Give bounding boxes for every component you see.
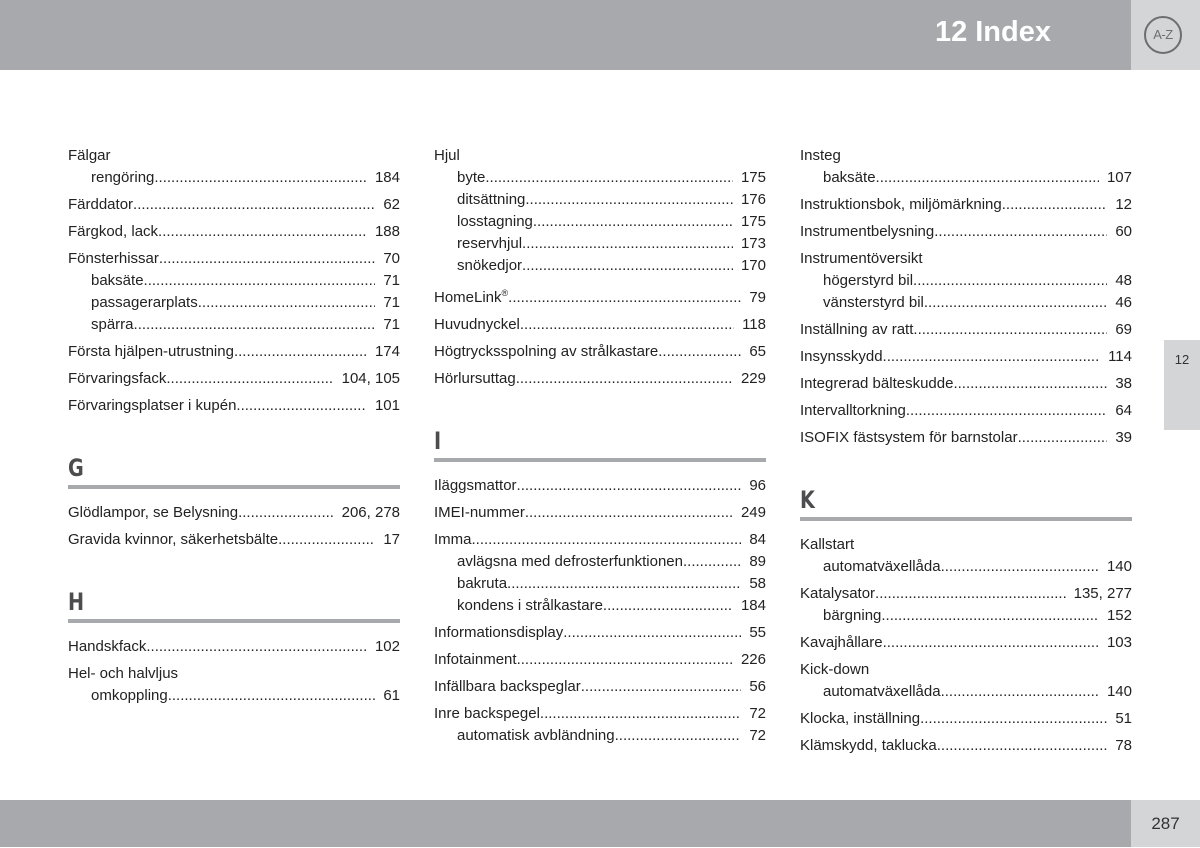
dot-leader	[198, 292, 376, 314]
page-reference[interactable]: 206, 278	[341, 504, 400, 521]
page-reference[interactable]: 65	[749, 343, 766, 360]
page-reference[interactable]: 101	[374, 397, 400, 414]
index-term: Förvaringsfack	[68, 370, 167, 387]
page-reference[interactable]: 170	[740, 257, 766, 274]
index-term: byte	[457, 169, 486, 186]
page-reference[interactable]: 173	[740, 235, 766, 252]
page-reference[interactable]: 188	[374, 223, 400, 240]
index-entry-heading[interactable]	[68, 368, 400, 390]
page-reference[interactable]: 104, 105	[341, 370, 400, 387]
index-entry-list	[800, 145, 1132, 449]
index-entry-heading[interactable]	[800, 400, 1132, 422]
page-reference[interactable]: 249	[740, 504, 766, 521]
index-entry	[434, 502, 766, 524]
index-entry	[68, 145, 400, 189]
index-term: Klämskydd, taklucka	[800, 737, 937, 754]
dot-leader	[941, 556, 1099, 578]
index-term: Huvudnyckel	[434, 316, 520, 333]
index-term: Katalysator	[800, 585, 876, 602]
dot-leader	[533, 211, 733, 233]
dot-leader	[236, 395, 367, 417]
index-entry-heading[interactable]	[434, 282, 766, 309]
index-entry-heading[interactable]	[800, 248, 1132, 270]
index-entry-heading[interactable]	[434, 475, 766, 497]
page-reference[interactable]: 71	[383, 316, 400, 333]
index-term: Hjul	[434, 147, 460, 164]
index-term: Färgkod, lack	[68, 223, 159, 240]
index-entry	[434, 649, 766, 671]
section-letter-heading: H	[68, 588, 85, 616]
index-entry	[68, 194, 400, 216]
header-band	[0, 0, 1131, 70]
section-spacer	[68, 551, 400, 589]
index-term: Kick-down	[800, 661, 870, 678]
index-entry-heading[interactable]	[434, 341, 766, 363]
dot-leader	[881, 605, 1099, 627]
index-term: Inre backspegel	[434, 705, 540, 722]
dot-leader	[516, 368, 733, 390]
section-letter-heading: K	[800, 486, 815, 514]
index-entry	[800, 583, 1132, 627]
dot-leader	[603, 595, 733, 617]
page-reference[interactable]: 175	[740, 169, 766, 186]
index-entry	[800, 319, 1132, 341]
page-reference[interactable]: 46	[1115, 294, 1132, 311]
section-rule	[68, 485, 400, 489]
index-entry	[68, 341, 400, 363]
index-term: bakruta	[457, 575, 508, 592]
index-term: Färddator	[68, 196, 134, 213]
index-term: Imma	[434, 531, 472, 548]
index-entry-heading[interactable]	[434, 622, 766, 644]
index-entry-heading[interactable]	[68, 221, 400, 243]
index-term: IMEI-nummer	[434, 504, 525, 521]
dot-leader	[920, 708, 1107, 730]
section-rule	[68, 619, 400, 623]
index-entry-heading[interactable]	[68, 529, 400, 551]
page-reference[interactable]: 70	[383, 250, 400, 267]
dot-leader	[937, 735, 1108, 757]
index-term: passagerarplats	[91, 294, 198, 311]
index-subentry[interactable]	[800, 681, 1132, 703]
dot-leader	[924, 292, 1107, 314]
index-subentry[interactable]	[434, 233, 766, 255]
index-subentry[interactable]	[434, 211, 766, 233]
dot-leader	[906, 400, 1107, 422]
index-term: Fönsterhissar	[68, 250, 159, 267]
index-subentry[interactable]	[68, 314, 400, 336]
index-term-wrap	[434, 282, 508, 309]
index-term: Kallstart	[800, 536, 855, 553]
index-entry	[800, 373, 1132, 395]
dot-leader	[517, 475, 742, 497]
page-reference[interactable]: 71	[383, 294, 400, 311]
index-entry-heading[interactable]	[800, 319, 1132, 341]
page-reference[interactable]: 226	[740, 651, 766, 668]
page-reference[interactable]: 96	[749, 477, 766, 494]
index-term: Förvaringsplatser i kupén	[68, 397, 237, 414]
dot-leader	[658, 341, 741, 363]
index-subentry[interactable]	[800, 292, 1132, 314]
dot-leader	[278, 529, 375, 551]
index-entry-heading[interactable]	[68, 341, 400, 363]
index-entry	[434, 676, 766, 698]
index-entry	[68, 221, 400, 243]
index-subentry[interactable]	[434, 167, 766, 189]
page-reference[interactable]: 175	[740, 213, 766, 230]
index-term: Första hjälpen-utrustning	[68, 343, 234, 360]
index-entry-list	[68, 636, 400, 707]
dot-leader	[563, 622, 741, 644]
index-term: Hel- och halvljus	[68, 665, 179, 682]
index-entry-heading[interactable]	[800, 534, 1132, 556]
index-entry-heading[interactable]	[800, 632, 1132, 654]
index-entry	[68, 529, 400, 551]
index-term: Instrumentöversikt	[800, 250, 923, 267]
dot-leader	[953, 373, 1107, 395]
index-subentry[interactable]	[68, 167, 400, 189]
index-term: Integrerad bälteskudde	[800, 375, 954, 392]
index-term: Instruktionsbok, miljömärkning	[800, 196, 1002, 213]
index-entry-heading[interactable]	[800, 145, 1132, 167]
index-entry-heading[interactable]	[800, 194, 1132, 216]
index-subentry[interactable]	[800, 556, 1132, 578]
dot-leader	[522, 233, 733, 255]
dot-leader	[913, 319, 1107, 341]
index-term: ditsättning	[457, 191, 526, 208]
footer-band	[0, 800, 1131, 847]
index-term: spärra	[91, 316, 134, 333]
page-reference[interactable]: 38	[1115, 375, 1132, 392]
index-entry-list	[800, 534, 1132, 757]
page-reference[interactable]: 64	[1115, 402, 1132, 419]
dot-leader	[146, 636, 367, 658]
dot-leader	[683, 551, 741, 573]
index-subentry[interactable]	[434, 595, 766, 617]
index-entry	[800, 427, 1132, 449]
index-term: Kavajhållare	[800, 634, 883, 651]
dot-leader	[485, 167, 733, 189]
index-entry-heading[interactable]	[434, 676, 766, 698]
dot-leader	[875, 583, 1066, 605]
index-entry	[68, 368, 400, 390]
index-subentry[interactable]	[68, 292, 400, 314]
index-term: Infotainment	[434, 651, 517, 668]
index-entry-heading[interactable]	[434, 368, 766, 390]
index-entry-heading[interactable]	[800, 373, 1132, 395]
index-subentry[interactable]	[800, 167, 1132, 189]
dot-leader	[159, 248, 375, 270]
page-reference[interactable]: 60	[1115, 223, 1132, 240]
index-entry-heading[interactable]	[800, 583, 1132, 605]
index-term: Infällbara backspeglar	[434, 678, 581, 695]
page-reference[interactable]: 89	[749, 553, 766, 570]
dot-leader	[144, 270, 376, 292]
index-term: baksäte	[91, 272, 144, 289]
index-entry	[800, 708, 1132, 730]
dot-leader	[581, 676, 742, 698]
index-subentry[interactable]	[434, 725, 766, 747]
index-entry-heading[interactable]	[800, 427, 1132, 449]
index-entry-list	[68, 502, 400, 551]
index-entry	[434, 341, 766, 363]
page-reference[interactable]: 114	[1108, 348, 1132, 365]
index-entry-heading[interactable]	[68, 395, 400, 417]
index-entry	[68, 395, 400, 417]
index-term: Glödlampor, se Belysning	[68, 504, 239, 521]
page-reference[interactable]: 118	[742, 316, 766, 333]
index-term: omkoppling	[91, 687, 168, 704]
dot-leader	[1002, 194, 1108, 216]
section-letter-heading: G	[68, 454, 84, 482]
index-entry-heading[interactable]	[800, 346, 1132, 368]
page-reference[interactable]: 152	[1106, 607, 1132, 624]
page-reference[interactable]: 55	[749, 624, 766, 641]
index-term: vänsterstyrd bil	[823, 294, 924, 311]
index-entry-heading[interactable]	[434, 145, 766, 167]
section-spacer	[800, 449, 1132, 487]
page-reference[interactable]: 72	[749, 705, 766, 722]
index-entry	[800, 221, 1132, 243]
section-spacer	[68, 417, 400, 455]
index-term: Informationsdisplay	[434, 624, 564, 641]
index-entry	[68, 502, 400, 524]
index-entry-heading[interactable]	[68, 636, 400, 658]
index-term: Intervalltorkning	[800, 402, 906, 419]
page-reference[interactable]: 79	[749, 289, 766, 306]
index-entry-heading[interactable]	[800, 708, 1132, 730]
index-term: Iläggsmattor	[434, 477, 517, 494]
index-entry-heading[interactable]	[800, 735, 1132, 757]
page-reference[interactable]: 102	[374, 638, 400, 655]
section-letter-heading: I	[434, 427, 442, 455]
page-reference[interactable]: 12	[1115, 196, 1132, 213]
index-entry	[800, 248, 1132, 314]
dot-leader	[507, 573, 741, 595]
chapter-title: 12 Index	[934, 16, 1051, 48]
index-term: Inställning av ratt	[800, 321, 914, 338]
page-reference[interactable]: 48	[1115, 272, 1132, 289]
index-subentry[interactable]	[68, 685, 400, 707]
index-entry	[434, 282, 766, 309]
dot-leader	[525, 189, 733, 211]
page-reference[interactable]: 184	[740, 597, 766, 614]
dot-leader	[540, 703, 741, 725]
index-term: reservhjul	[457, 235, 523, 252]
page-reference[interactable]: 71	[383, 272, 400, 289]
page-reference[interactable]: 39	[1115, 429, 1132, 446]
index-entry-heading[interactable]	[434, 502, 766, 524]
index-entry-heading[interactable]	[68, 145, 400, 167]
dot-leader	[133, 194, 375, 216]
page-reference[interactable]: 140	[1106, 558, 1132, 575]
index-column-2	[434, 145, 766, 747]
page-number: 287	[1131, 800, 1200, 847]
index-entry	[800, 534, 1132, 578]
dot-leader	[876, 167, 1099, 189]
index-subentry[interactable]	[68, 270, 400, 292]
dot-leader	[472, 529, 742, 551]
index-term: Gravida kvinnor, säkerhetsbälte	[68, 531, 279, 548]
index-entry	[800, 735, 1132, 757]
index-entry-heading[interactable]	[434, 649, 766, 671]
index-term: Högtrycksspolning av strålkastare	[434, 343, 659, 360]
page-reference[interactable]: 229	[740, 370, 766, 387]
a-z-icon: A-Z	[1144, 16, 1182, 54]
index-entry	[800, 346, 1132, 368]
index-entry-heading[interactable]	[434, 529, 766, 551]
page-reference[interactable]: 107	[1106, 169, 1132, 186]
page-reference[interactable]: 135, 277	[1073, 585, 1132, 602]
dot-leader	[522, 255, 733, 277]
index-subentry[interactable]	[434, 255, 766, 277]
index-term: Klocka, inställning	[800, 710, 921, 727]
page-reference[interactable]: 78	[1115, 737, 1132, 754]
dot-leader	[913, 270, 1107, 292]
index-entry	[434, 703, 766, 747]
index-entry-heading[interactable]	[434, 703, 766, 725]
index-term: bärgning	[823, 607, 882, 624]
index-entry	[434, 314, 766, 336]
dot-leader	[134, 314, 376, 336]
chapter-side-tab[interactable]: 12	[1164, 340, 1200, 430]
index-term: ISOFIX fästsystem för barnstolar	[800, 429, 1018, 446]
index-term: högerstyrd bil	[823, 272, 914, 289]
page-reference[interactable]: 61	[383, 687, 400, 704]
section-rule	[800, 517, 1132, 521]
index-entry-heading[interactable]	[68, 502, 400, 524]
dot-leader	[234, 341, 367, 363]
dot-leader	[615, 725, 742, 747]
index-entry	[68, 248, 400, 336]
index-entry-heading[interactable]	[800, 221, 1132, 243]
index-term: rengöring	[91, 169, 155, 186]
section-rule	[434, 458, 766, 462]
index-term: HomeLink	[434, 289, 502, 306]
index-subentry[interactable]	[800, 605, 1132, 627]
index-term: automatväxellåda	[823, 683, 941, 700]
page-reference[interactable]: 56	[749, 678, 766, 695]
index-subentry[interactable]	[434, 551, 766, 573]
page-reference[interactable]: 17	[383, 531, 400, 548]
page-reference[interactable]: 69	[1115, 321, 1132, 338]
index-subentry[interactable]	[434, 573, 766, 595]
index-term: avlägsna med defrosterfunktionen	[457, 553, 683, 570]
index-column-3	[800, 145, 1132, 757]
index-entry	[434, 622, 766, 644]
index-entry	[434, 475, 766, 497]
index-entry	[68, 636, 400, 658]
index-term: Fälgar	[68, 147, 111, 164]
trademark-mark: ®	[501, 288, 509, 298]
index-term: Insynsskydd	[800, 348, 883, 365]
dot-leader	[168, 685, 376, 707]
index-entry-heading[interactable]	[800, 659, 1132, 681]
index-term: Handskfack	[68, 638, 147, 655]
index-term: losstagning	[457, 213, 533, 230]
dot-leader	[158, 221, 367, 243]
index-term: Insteg	[800, 147, 841, 164]
dot-leader	[525, 502, 733, 524]
index-term: automatväxellåda	[823, 558, 941, 575]
index-subentry[interactable]	[434, 189, 766, 211]
dot-leader	[166, 368, 333, 390]
dot-leader	[520, 314, 734, 336]
index-entry	[800, 194, 1132, 216]
index-entry	[800, 400, 1132, 422]
index-term: Instrumentbelysning	[800, 223, 935, 240]
index-entry	[434, 368, 766, 390]
index-entry-heading[interactable]	[434, 314, 766, 336]
az-icon-box	[1131, 0, 1200, 70]
page-reference[interactable]: 103	[1106, 634, 1132, 651]
dot-leader	[517, 649, 733, 671]
section-spacer	[434, 390, 766, 428]
index-entry-heading[interactable]	[68, 663, 400, 685]
index-entry-heading[interactable]	[68, 194, 400, 216]
dot-leader	[883, 632, 1099, 654]
index-entry-list	[434, 475, 766, 747]
page-reference[interactable]: 176	[740, 191, 766, 208]
page-reference[interactable]: 174	[374, 343, 400, 360]
index-column-1	[68, 145, 400, 707]
index-entry-list	[68, 145, 400, 417]
index-entry	[800, 659, 1132, 703]
dot-leader	[508, 287, 741, 309]
page-reference[interactable]: 62	[383, 196, 400, 213]
page-reference[interactable]: 140	[1106, 683, 1132, 700]
index-entry	[800, 632, 1132, 654]
page-reference[interactable]: 184	[374, 169, 400, 186]
dot-leader	[883, 346, 1101, 368]
index-term: Hörlursuttag	[434, 370, 516, 387]
dot-leader	[1018, 427, 1108, 449]
index-term: snökedjor	[457, 257, 523, 274]
index-entry-heading[interactable]	[68, 248, 400, 270]
dot-leader	[154, 167, 367, 189]
page-reference[interactable]: 58	[749, 575, 766, 592]
page-reference[interactable]: 84	[749, 531, 766, 548]
index-term: baksäte	[823, 169, 876, 186]
dot-leader	[934, 221, 1107, 243]
index-term: kondens i strålkastare	[457, 597, 603, 614]
index-entry	[68, 663, 400, 707]
index-entry	[800, 145, 1132, 189]
dot-leader	[941, 681, 1099, 703]
dot-leader	[238, 502, 334, 524]
index-entry	[434, 529, 766, 617]
index-term: automatisk avbländning	[457, 727, 615, 744]
page-reference[interactable]: 51	[1115, 710, 1132, 727]
index-entry-list	[434, 145, 766, 390]
index-entry	[434, 145, 766, 277]
index-subentry[interactable]	[800, 270, 1132, 292]
page-reference[interactable]: 72	[749, 727, 766, 744]
